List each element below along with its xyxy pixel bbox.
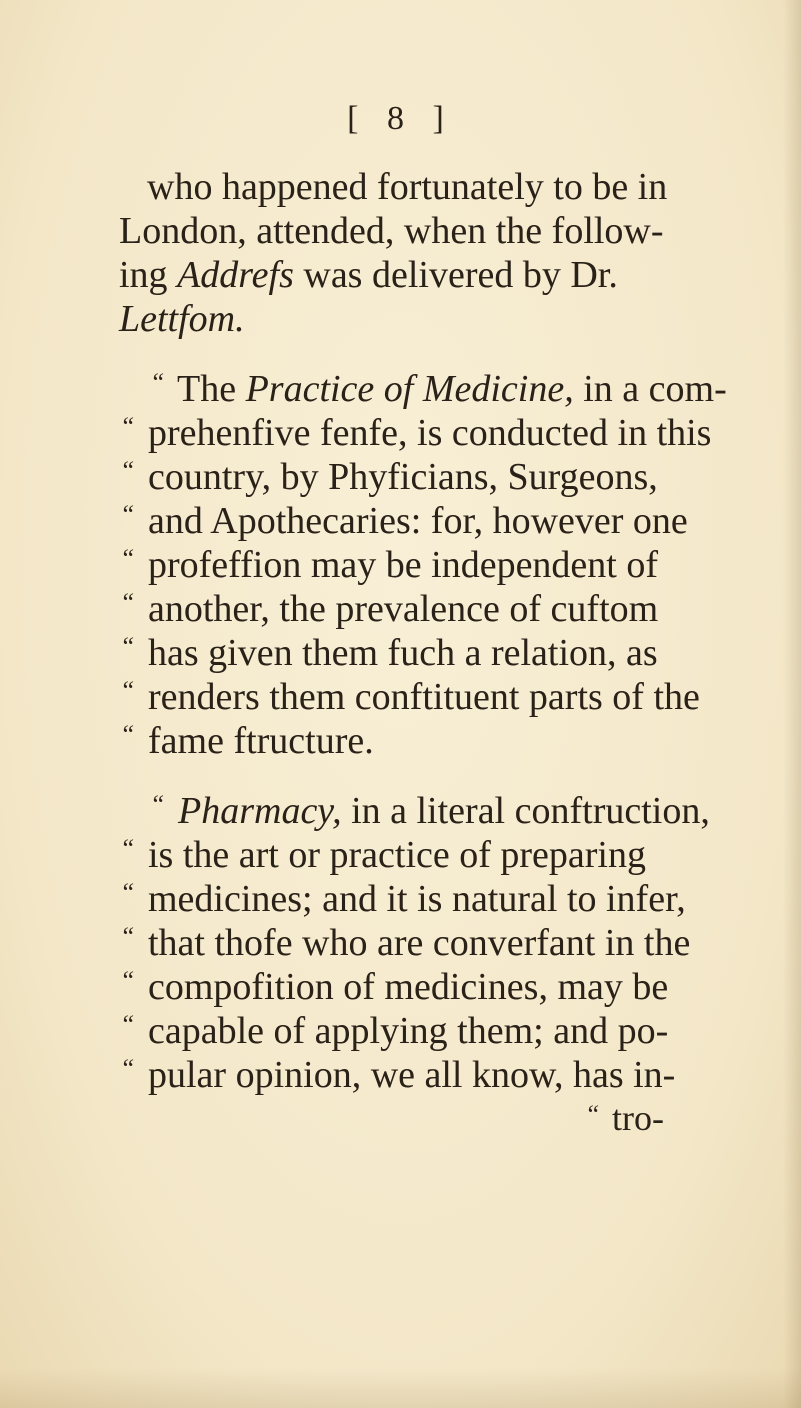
para1-line-1-start: The (177, 368, 237, 410)
quote-mark: “ (120, 1010, 135, 1039)
para2-line-2: is the art or practice of preparing (148, 834, 646, 876)
intro-line-3-start: ing (119, 254, 168, 296)
para1-line-3: country, by Phyficians, Surgeons, (148, 456, 658, 498)
para2-line-3: medicines; and it is natural to infer, (148, 878, 686, 920)
intro-line-3-italic: Addrefs (177, 254, 294, 296)
quote-mark: “ (150, 790, 165, 819)
quote-mark: “ (585, 1100, 600, 1129)
quote-mark: “ (120, 676, 135, 705)
para2-line-1 (178, 792, 710, 830)
intro-line-4: Lettfom. (119, 298, 245, 340)
quote-mark: “ (120, 834, 135, 863)
quote-mark: “ (120, 588, 135, 617)
intro-line-3 (119, 256, 618, 294)
page-bottom-shadow (0, 1368, 801, 1408)
intro-line-2: London, attended, when the follow- (119, 210, 664, 252)
para2-line-1-italic: Pharmacy, (178, 790, 342, 832)
quote-mark: “ (120, 720, 135, 749)
page-edge-shadow (783, 0, 801, 1408)
quote-mark: “ (120, 412, 135, 441)
para1-line-1 (177, 370, 727, 408)
quote-mark: “ (120, 632, 135, 661)
para2-line-1-end: in a literal conftruction, (351, 790, 710, 832)
para1-line-8: renders them conftituent parts of the (148, 676, 700, 718)
para1-line-1-italic: Practice of Medicine, (245, 368, 574, 410)
para1-line-5: profeffion may be independent of (148, 544, 659, 586)
para1-line-4: and Apothecaries: for, however one (148, 500, 688, 542)
para1-line-1-end: in a com- (583, 368, 727, 410)
para1-line-2: prehenfive fenfe, is conducted in this (148, 412, 712, 454)
page-number-header: [ 8 ] (347, 100, 454, 137)
para1-line-6: another, the prevalence of cuftom (148, 588, 659, 630)
quote-mark: “ (120, 878, 135, 907)
para1-line-9: fame ftructure. (148, 720, 374, 762)
para1-line-7: has given them fuch a relation, as (148, 632, 658, 674)
quote-mark: “ (120, 1054, 135, 1083)
quote-mark: “ (120, 500, 135, 529)
quote-mark: “ (150, 368, 165, 397)
para2-line-6: capable of applying them; and po- (148, 1010, 669, 1052)
quote-mark: “ (120, 922, 135, 951)
quote-mark: “ (120, 966, 135, 995)
intro-line-3-end: was delivered by Dr. (303, 254, 618, 296)
para2-line-5: compofition of medicines, may be (148, 966, 669, 1008)
intro-line-1: who happened fortunately to be in (147, 166, 668, 208)
quote-mark: “ (120, 544, 135, 573)
para2-line-4: that thofe who are converfant in the (148, 922, 691, 964)
para2-line-7: pular opinion, we all know, has in- (148, 1054, 676, 1096)
quote-mark: “ (120, 456, 135, 485)
catchword: tro- (612, 1098, 664, 1138)
